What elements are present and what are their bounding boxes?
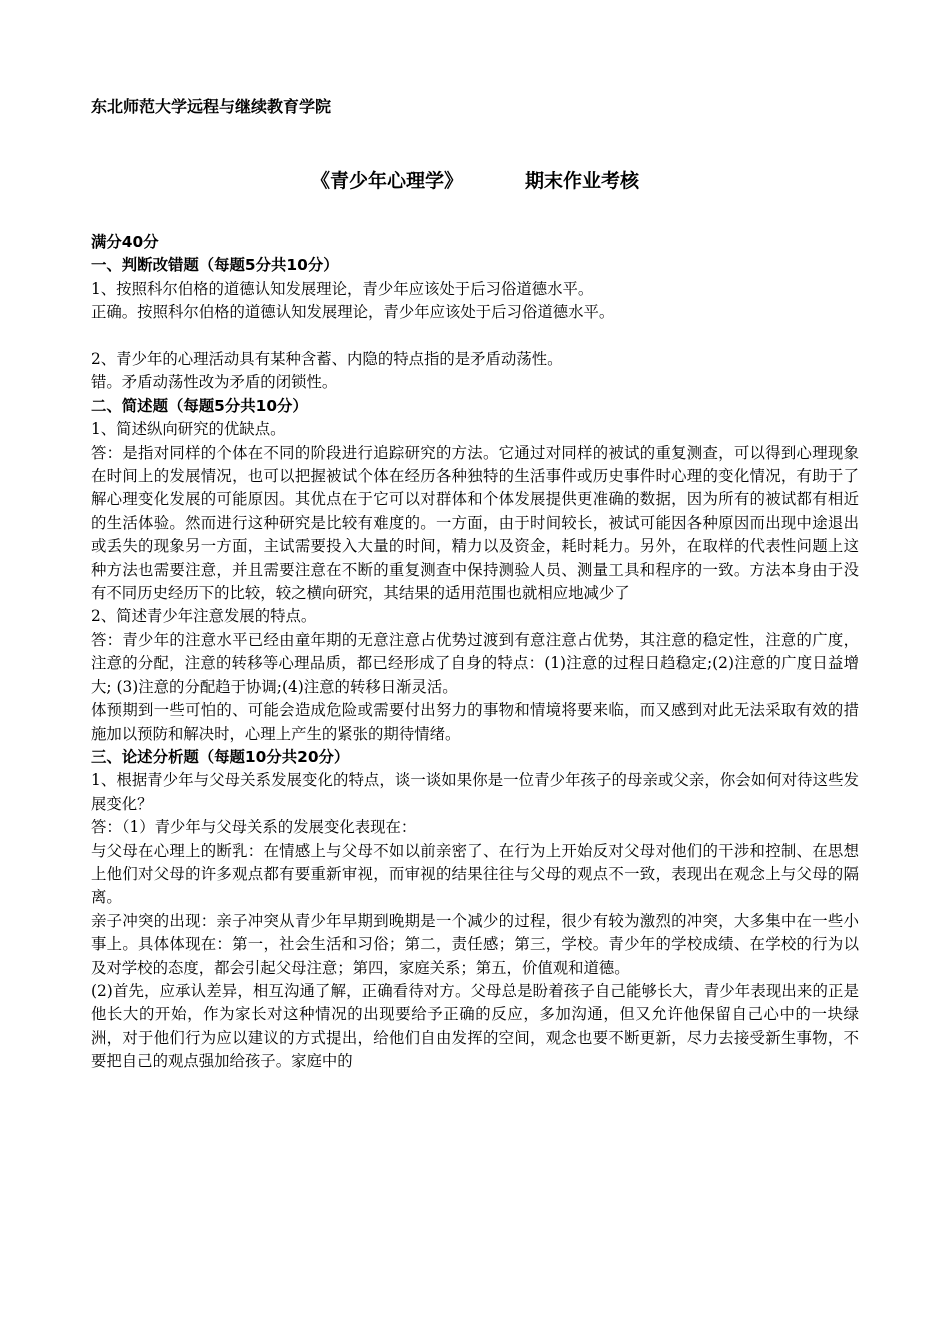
exam-title: 期末作业考核: [525, 170, 640, 192]
section3-heading: 三、论述分析题（每题10分共20分）: [91, 747, 350, 766]
section1-answer-1: 正确。按照科尔伯格的道德认知发展理论，青少年应该处于后习俗道德水平。: [91, 303, 615, 322]
section3-answer-intro: 答：（1）青少年与父母关系的发展变化表现在：: [91, 818, 417, 837]
section2-question-1: 1、简述纵向研究的优缺点。: [91, 420, 286, 439]
section2-heading: 二、简述题（每题5分共10分）: [91, 396, 308, 415]
section3-answer-paragraph-1: 与父母在心理上的断乳：在情感上与父母不如以前亲密了、在行为上开始反对父母对他们的干涉和控制、在思想上他们对父母的许多观点都有要重新审视，而审视的结果往往与父母的观点不一致，表现出在观念上与父母的隔离。: [91, 841, 859, 907]
document-body: [91, 231, 859, 1074]
section2-answer-2-part1: 答：青少年的注意水平已经由童年期的无意注意占优势过渡到有意注意占优势，其注意的稳定性，注意的广度，注意的分配，注意的转移等心理品质，都已经形成了自身的特点：(1)注意的过程日趋稳定;(2)注意的广度日益增大; (3)注意的分配趋于协调;(4)注意的转移日渐灵活。: [91, 630, 859, 696]
section3-answer-paragraph-2: 亲子冲突的出现：亲子冲突从青少年早期到晚期是一个减少的过程，很少有较为激烈的冲突，大多集中在一些小事上。具体体现在：第一，社会生活和习俗；第二，责任感；第三，学校。青少年的学校成绩、在学校的行为以及对学校的态度，都会引起父母注意；第四，家庭关系；第五，价值观和道德。: [91, 911, 859, 977]
section2-answer-2-part2: 体预期到一些可怕的、可能会造成危险或需要付出努力的事物和情境将要来临，而又感到对此无法采取有效的措施加以预防和解决时，心理上产生的紧张的期待情绪。: [91, 701, 859, 743]
section1-question-1: 1、按照科尔伯格的道德认知发展理论，青少年应该处于后习俗道德水平。: [91, 279, 594, 298]
blank-line: [91, 325, 859, 348]
document-title: [0, 167, 950, 195]
section3-answer-paragraph-3: (2)首先，应承认差异，相互沟通了解，正确看待对方。父母总是盼着孩子自己能够长大，青少年表现出来的正是他长大的开始，作为家长对这种情况的出现要给予正确的反应，多加沟通，但又允许他保留自己心中的一块绿洲，对于他们行为应以建议的方式提出，给他们自由发挥的空间，观念也要不断更新，尽力去接受新生事物，不要把自己的观点强加给孩子。家庭中的: [91, 981, 859, 1071]
institution-name: 东北师范大学远程与继续教育学院: [91, 97, 332, 116]
course-title: 《青少年心理学》: [310, 170, 463, 192]
section1-question-2: 2、青少年的心理活动具有某种含蓄、内隐的特点指的是矛盾动荡性。: [91, 350, 563, 369]
section1-answer-2: 错。矛盾动荡性改为矛盾的闭锁性。: [91, 373, 338, 392]
section3-question-1: 1、根据青少年与父母关系发展变化的特点，谈一谈如果你是一位青少年孩子的母亲或父亲，你会如何对待这些发展变化？: [91, 771, 859, 813]
full-score: 满分40分: [91, 233, 159, 251]
section2-question-2: 2、简述青少年注意发展的特点。: [91, 607, 317, 626]
section1-heading: 一、判断改错题（每题5分共10分）: [91, 256, 339, 275]
section2-answer-1: 答：是指对同样的个体在不同的阶段进行追踪研究的方法。它通过对同样的被试的重复测查，可以得到心理现象在时间上的发展情况，也可以把握被试个体在经历各种独特的生活事件或历史事件时心理的变化情况，有助于了解心理变化发展的可能原因。其优点在于它可以对群体和个体发展提供更准确的数据，因为所有的被试都有相近的生活体验。然而进行这种研究是比较有难度的。一方面，由于时间较长，被试可能因各种原因而出现中途退出或丢失的现象另一方面，主试需要投入大量的时间，精力以及资金，耗时耗力。另外，在取样的代表性问题上这种方法也需要注意，并且需要注意在不断的重复测查中保持测验人员、测量工具和程序的一致。方法本身由于没有不同历史经历下的比较，较之横向研究，其结果的适用范围也就相应地减少了: [91, 443, 859, 603]
